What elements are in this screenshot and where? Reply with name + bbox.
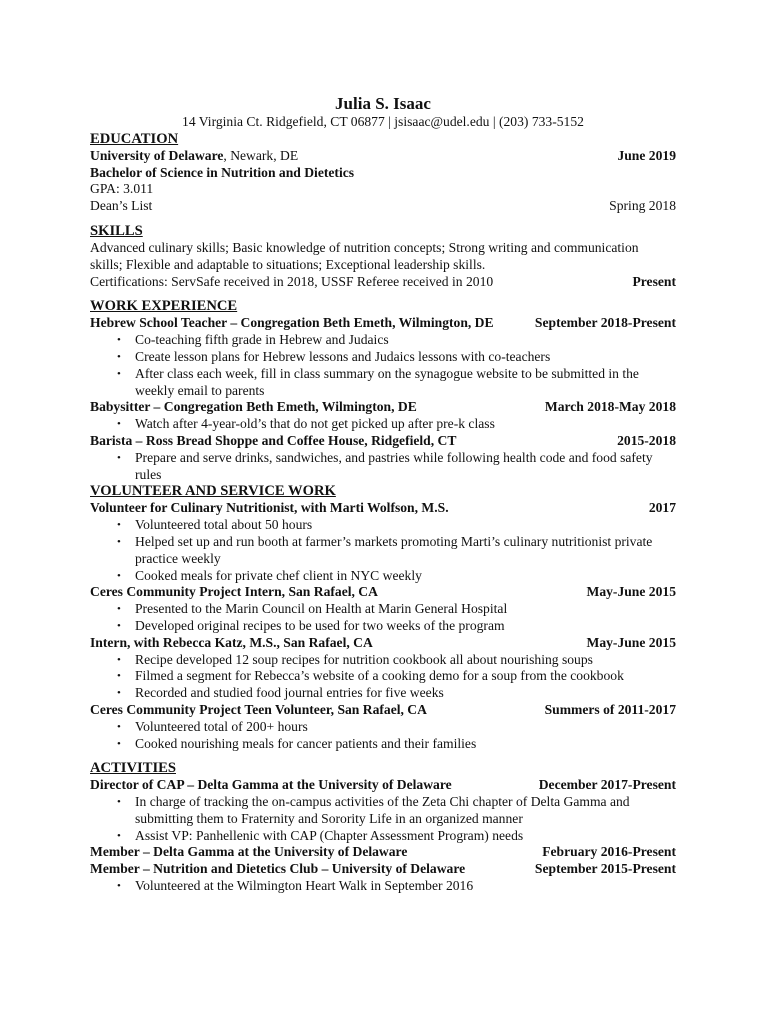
bullet-dot-icon: • — [117, 603, 121, 616]
graduation-date: June 2019 — [617, 147, 676, 163]
bullet-list — [90, 416, 676, 433]
bullet-text: Filmed a segment for Rebecca’s website of a cooking demo for a soup from the cookbook — [135, 668, 624, 684]
entry-title: Member – Delta Gamma at the University of Delaware — [90, 844, 408, 860]
certifications-date: Present — [632, 273, 676, 289]
bullet-text: Watch after 4-year-old’s that do not get picked up after pre-k class — [135, 416, 495, 432]
entry-date: May-June 2015 — [586, 634, 676, 650]
deans-list: Dean’s List — [90, 198, 153, 214]
bullet-list — [90, 517, 676, 584]
contact-line: 14 Virginia Ct. Ridgefield, CT 06877 | jsisaac@udel.edu | (203) 733-5152 — [182, 114, 584, 129]
bullet-list — [90, 601, 676, 635]
bullet-text: Presented to the Marin Council on Health at Marin General Hospital — [135, 601, 508, 617]
skills-line-1: Advanced culinary skills; Basic knowledge of nutrition concepts; Strong writing and communication — [90, 239, 639, 255]
bullet-list — [90, 878, 676, 895]
certifications: Certifications: ServSafe received in 2018, USSF Referee received in 2010 — [90, 273, 494, 289]
entry-date: May-June 2015 — [586, 584, 676, 600]
deans-list-date: Spring 2018 — [609, 198, 676, 214]
bullet-text: Assist VP: Panhellenic with CAP (Chapter Assessment Program) needs — [135, 827, 524, 843]
entry-date: 2015-2018 — [617, 432, 676, 448]
skills-line-2: skills; Flexible and adaptable to situations; Exceptional leadership skills. — [90, 256, 486, 272]
bullet-dot-icon: • — [117, 569, 121, 582]
entry-title-row — [90, 315, 676, 332]
volunteer-section — [90, 483, 676, 752]
bullet-item — [90, 878, 676, 895]
bullet-item — [90, 568, 676, 585]
bullet-dot-icon: • — [117, 418, 121, 431]
bullet-text: Prepare and serve drinks, sandwiches, and pastries while following health code and food safety rules — [135, 449, 653, 482]
entry-date: September 2015-Present — [534, 861, 676, 877]
bullet-dot-icon: • — [117, 519, 121, 532]
bullet-dot-icon: • — [117, 687, 121, 700]
entry-title: Intern, with Rebecca Katz, M.S., San Rafael, CA — [90, 634, 373, 650]
bullet-dot-icon: • — [117, 796, 121, 809]
bullet-dot-icon: • — [117, 619, 121, 632]
skills-heading: SKILLS — [90, 222, 143, 239]
school-name: University of Delaware — [90, 147, 224, 163]
bullet-item — [90, 736, 676, 753]
entry-title-row — [90, 861, 676, 878]
gpa: GPA: 3.011 — [90, 181, 154, 197]
bullet-dot-icon: • — [117, 880, 121, 893]
bullet-dot-icon: • — [117, 653, 121, 666]
bullet-list — [90, 450, 676, 484]
bullet-dot-icon: • — [117, 451, 121, 464]
bullet-text: Developed original recipes to be used for two weeks of the program — [135, 617, 505, 633]
bullet-dot-icon: • — [117, 829, 121, 842]
bullet-text: Create lesson plans for Hebrew lessons and Judaics lessons with co-teachers — [135, 348, 551, 364]
entry-title-row — [90, 844, 676, 861]
entry-title: Barista – Ross Bread Shoppe and Coffee House, Ridgefield, CT — [90, 432, 457, 448]
entry-title-row — [90, 433, 676, 450]
bullet-dot-icon: • — [117, 350, 121, 363]
entry-title-row — [90, 702, 676, 719]
bullet-text: After class each week, fill in class summary on the synagogue website to be submitted in the weekly email to parents — [135, 365, 639, 398]
bullet-text: Volunteered at the Wilmington Heart Walk in September 2016 — [135, 878, 474, 894]
entry-title-row — [90, 777, 676, 794]
entry-date: September 2018-Present — [534, 315, 676, 331]
school-location: , Newark, DE — [223, 147, 299, 163]
bullet-text: Volunteered total about 50 hours — [135, 517, 313, 533]
bullet-item — [90, 332, 676, 349]
bullet-dot-icon: • — [117, 720, 121, 733]
activities-heading: ACTIVITIES — [90, 760, 176, 777]
certifications-row — [90, 274, 676, 291]
work-heading: WORK EXPERIENCE — [90, 298, 238, 315]
bullet-item — [90, 416, 676, 433]
bullet-dot-icon: • — [117, 670, 121, 683]
entry-title-row — [90, 399, 676, 416]
entry-title: Volunteer for Culinary Nutritionist, with Marti Wolfson, M.S. — [90, 500, 449, 516]
candidate-name: Julia S. Isaac — [335, 94, 431, 113]
entry-date: 2017 — [648, 500, 676, 516]
bullet-item — [90, 366, 676, 400]
entry-title-row — [90, 584, 676, 601]
bullet-list — [90, 719, 676, 753]
work-section — [90, 298, 676, 483]
bullet-item — [90, 685, 676, 702]
activities-entries — [90, 777, 676, 895]
bullet-item — [90, 349, 676, 366]
bullet-dot-icon: • — [117, 535, 121, 548]
bullet-item — [90, 828, 676, 845]
entry-title: Member – Nutrition and Dietetics Club – University of Delaware — [90, 861, 466, 877]
entry-title: Hebrew School Teacher – Congregation Beth Emeth, Wilmington, DE — [90, 315, 494, 331]
bullet-text: Helped set up and run booth at farmer’s markets promoting Marti’s culinary nutritionist private practice weekly — [135, 533, 653, 566]
bullet-dot-icon: • — [117, 367, 121, 380]
bullet-text: Recorded and studied food journal entries for five weeks — [135, 685, 444, 701]
entry-title-row — [90, 635, 676, 652]
volunteer-entries — [90, 500, 676, 752]
bullet-item — [90, 719, 676, 736]
entry-date: Summers of 2011-2017 — [544, 701, 676, 717]
bullet-item — [90, 794, 676, 828]
bullet-item — [90, 517, 676, 534]
education-heading: EDUCATION — [90, 130, 179, 147]
entry-date: February 2016-Present — [542, 844, 676, 860]
entry-date: December 2017-Present — [538, 777, 676, 793]
bullet-text: Co-teaching fifth grade in Hebrew and Judaics — [135, 332, 389, 348]
bullet-item — [90, 534, 676, 568]
bullet-text: Cooked meals for private chef client in NYC weekly — [135, 567, 422, 583]
bullet-item — [90, 450, 676, 484]
volunteer-heading: VOLUNTEER AND SERVICE WORK — [90, 483, 336, 500]
bullet-item — [90, 668, 676, 685]
degree: Bachelor of Science in Nutrition and Dietetics — [90, 164, 355, 180]
activities-section — [90, 760, 676, 895]
bullet-item — [90, 601, 676, 618]
bullet-text: Volunteered total of 200+ hours — [135, 718, 308, 734]
bullet-text: Recipe developed 12 soup recipes for nutrition cookbook all about nourishing soups — [135, 651, 593, 667]
entry-title: Ceres Community Project Intern, San Rafael, CA — [90, 584, 378, 600]
skills-section — [90, 223, 676, 290]
bullet-item — [90, 618, 676, 635]
education-school-row — [90, 148, 676, 165]
bullet-text: In charge of tracking the on-campus activities of the Zeta Chi chapter of Delta Gamma and submitting them to Fraternity and Sorority Life in an organized manner — [135, 794, 630, 826]
work-entries — [90, 315, 676, 483]
entry-date: March 2018-May 2018 — [544, 399, 676, 415]
deans-list-row — [90, 198, 676, 215]
entry-title: Director of CAP – Delta Gamma at the University of Delaware — [90, 777, 452, 793]
entry-title-row — [90, 500, 676, 517]
bullet-text: Cooked nourishing meals for cancer patients and their families — [135, 735, 477, 751]
bullet-list — [90, 794, 676, 844]
resume-page — [90, 94, 676, 895]
entry-title: Babysitter – Congregation Beth Emeth, Wilmington, DE — [90, 399, 417, 415]
bullet-dot-icon: • — [117, 334, 121, 347]
education-section — [90, 131, 676, 215]
bullet-item — [90, 652, 676, 669]
entry-title: Ceres Community Project Teen Volunteer, San Rafael, CA — [90, 701, 427, 717]
bullet-list — [90, 332, 676, 399]
bullet-dot-icon: • — [117, 737, 121, 750]
bullet-list — [90, 652, 676, 702]
